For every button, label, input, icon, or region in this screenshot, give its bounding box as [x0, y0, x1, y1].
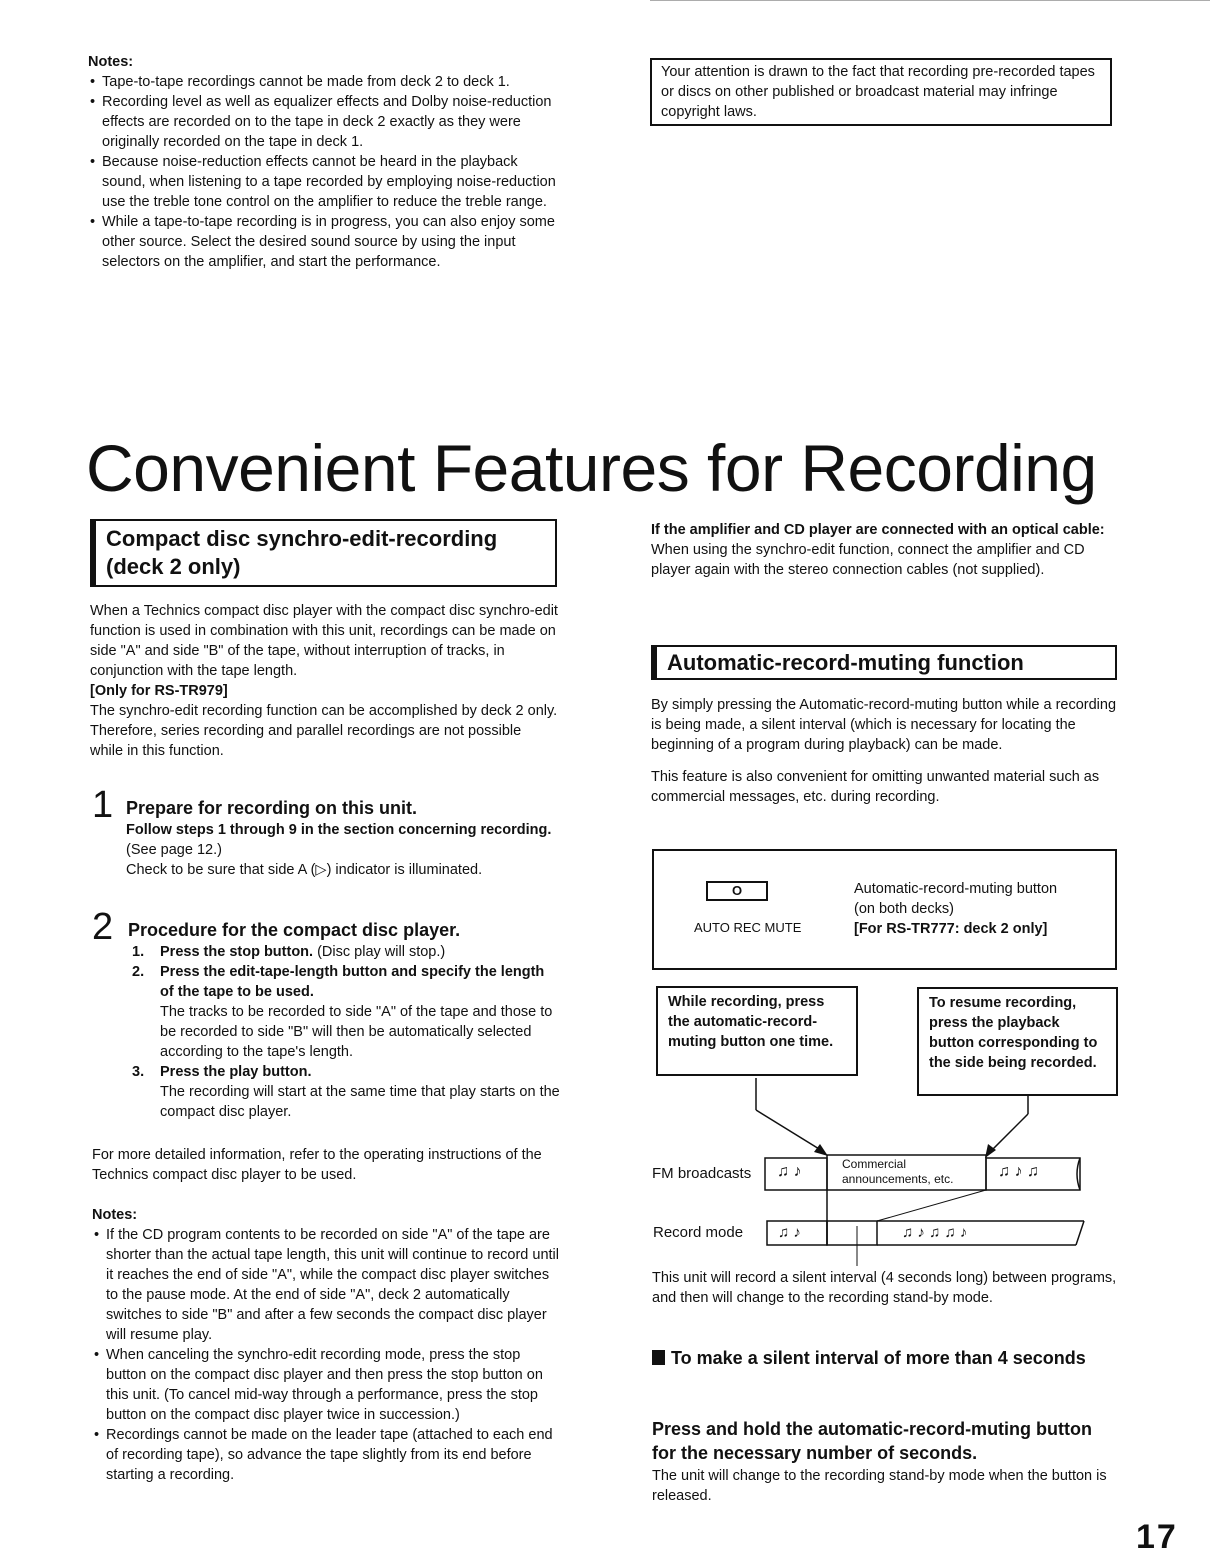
- muting-section-heading: Automatic-record-muting function: [651, 645, 1117, 680]
- step-1-number: 1: [92, 784, 114, 826]
- button-desc-3: [For RS-TR777: deck 2 only]: [854, 921, 1048, 937]
- cd-notes-heading: Notes:: [92, 1207, 138, 1223]
- step-2-title: Procedure for the compact disc player.: [128, 920, 461, 940]
- optical-cable-section: [651, 520, 1117, 580]
- commercial-label: Commercial announcements, etc.: [842, 1157, 954, 1186]
- list-item: • Recordings cannot be made on the leader tape (attached to each end of recording tape), so advance the tape slightly from its end before starting a recording.: [92, 1425, 560, 1485]
- substep-2-num: 2.: [132, 964, 145, 980]
- step-1-bold: Follow steps 1 through 9 in the section concerning recording.: [126, 822, 552, 838]
- record-mode-label: Record mode: [653, 1224, 744, 1241]
- muting-p2: This feature is also convenient for omitting unwanted material such as commercial messages, etc. during recording.: [651, 769, 1100, 805]
- step-2-substeps: [132, 942, 560, 1122]
- button-illustration-box: [652, 849, 1117, 970]
- step-1-title: Prepare for recording on this unit.: [126, 798, 418, 818]
- record-bar-diagonal: [877, 1190, 986, 1221]
- step-2: [128, 918, 560, 1122]
- arrow-left-head: [814, 1144, 828, 1156]
- substep-3: [132, 1062, 560, 1122]
- scan-artifact-line: [650, 0, 1210, 1]
- substep-1-num: 1.: [132, 944, 145, 960]
- arrow-left-diagonal: [756, 1110, 824, 1152]
- list-item: • Tape-to-tape recordings cannot be made from deck 2 to deck 1.: [88, 72, 558, 92]
- list-item: • Because noise-reduction effects cannot be heard in the playback sound, when listening to a tape recorded by employing noise-reduction use the treble tone control on the amplifier to reduce the treble range.: [88, 152, 558, 212]
- substep-1-text: (Disc play will stop.): [313, 944, 446, 960]
- cd-section-heading-line1: Compact disc synchro-edit-recording: [106, 526, 498, 551]
- step-2-number: 2: [92, 906, 114, 948]
- copyright-notice: Your attention is drawn to the fact that recording pre-recorded tapes or discs on other published or broadcast material may infringe copyright laws.: [650, 58, 1112, 126]
- button-description: [854, 879, 1114, 939]
- diagram-box-left: While recording, press the automatic-record-muting button one time.: [656, 986, 858, 1076]
- diagram-box-right: To resume recording, press the playback button corresponding to the side being recorded.: [917, 987, 1118, 1096]
- square-bullet-icon: [652, 1350, 665, 1365]
- substep-1-bold: Press the stop button.: [160, 944, 314, 960]
- list-item: • While a tape-to-tape recording is in progress, you can also enjoy some other source. Select the desired sound source by using the input selectors on the amplifier, and start the performance.: [88, 212, 558, 272]
- substep-3-bold: Press the play button.: [160, 1064, 312, 1080]
- notes-top: [88, 52, 558, 272]
- release-text: The unit will change to the recording stand-by mode when the button is released.: [652, 1468, 1107, 1504]
- press-hold-instruction: Press and hold the automatic-record-muting button for the necessary number of seconds.: [652, 1419, 1093, 1463]
- more-info: For more detailed information, refer to the operating instructions of the Technics compact disc player to be used.: [92, 1147, 542, 1183]
- notes-top-list: [88, 72, 558, 272]
- subheading-text: To make a silent interval of more than 4 seconds: [671, 1348, 1086, 1368]
- button-glyph: O: [731, 883, 743, 898]
- record-bar-tear: [1076, 1221, 1084, 1245]
- button-desc-1: Automatic-record-muting button: [854, 881, 1058, 897]
- substep-1: [132, 942, 560, 962]
- music-notes-fm-2: ♫ ♪ ♫: [998, 1163, 1039, 1180]
- page-title: Convenient Features for Recording: [86, 431, 1097, 505]
- button-desc-2: (on both decks): [854, 901, 954, 917]
- cd-intro: When a Technics compact disc player with the compact disc synchro-edit function is used in combination with this unit, recordings can be made on side "A" and side "B" of the tape, without interruption of tracks, in conjunction with the tape length.: [90, 603, 558, 679]
- music-notes-record-2: ♫ ♪ ♫ ♫ ♪: [902, 1224, 968, 1241]
- substep-2-text: The tracks to be recorded to side "A" of the tape and those to be recorded to side "B" will then be automatically selected according to the tape's length.: [160, 1004, 553, 1060]
- list-item: • When canceling the synchro-edit recording mode, press the stop button on the compact disc player and then press the stop button on this unit. (To cancel mid-way through a performance, press the stop button on the compact disc player twice in succession.): [92, 1345, 560, 1425]
- cd-notes-list: [92, 1225, 560, 1485]
- optical-heading: If the amplifier and CD player are connected with an optical cable:: [651, 522, 1105, 538]
- diagram-caption: This unit will record a silent interval (4 seconds long) between programs, and then will change to the recording stand-by mode.: [652, 1270, 1117, 1306]
- muting-p1: By simply pressing the Automatic-record-muting button while a recording is being made, a silent interval (which is necessary for locating the beginning of a program during playback) can be made.: [651, 697, 1117, 753]
- silent-interval-subheading: [652, 1346, 1118, 1370]
- page-number: 17: [1136, 1518, 1178, 1556]
- notes-top-heading: Notes:: [88, 54, 134, 70]
- music-notes-fm-1: ♫ ♪: [777, 1163, 802, 1180]
- step-1: [126, 796, 558, 880]
- list-item: • Recording level as well as equalizer effects and Dolby noise-reduction effects are recorded on to the tape in deck 2 exactly as they were originally recorded on the tape in deck 1.: [88, 92, 558, 152]
- record-bar-silent: [827, 1221, 877, 1245]
- substep-2-bold: Press the edit-tape-length button and specify the length of the tape to be used.: [160, 964, 545, 1000]
- cd-section-intro-block: [90, 601, 558, 761]
- substep-3-num: 3.: [132, 1064, 145, 1080]
- only-for-label: [Only for RS-TR979]: [90, 683, 228, 699]
- cd-section-heading-line2: (deck 2 only): [106, 554, 241, 579]
- auto-rec-mute-button-icon: [706, 881, 768, 901]
- auto-rec-mute-label: AUTO REC MUTE: [694, 920, 802, 935]
- cd-section-heading: [90, 519, 557, 587]
- substep-3-text: The recording will start at the same time that play starts on the compact disc player.: [160, 1084, 560, 1120]
- only-for-text: The synchro-edit recording function can be accomplished by deck 2 only. Therefore, series recording and parallel recordings are not possible while in this function.: [90, 703, 558, 759]
- arrow-right-diagonal: [988, 1114, 1028, 1154]
- cd-notes: [92, 1205, 560, 1485]
- step-1-check: Check to be sure that side A (▷) indicator is illuminated.: [126, 862, 483, 878]
- step-1-instruction: [126, 820, 558, 860]
- fm-broadcasts-label: FM broadcasts: [652, 1165, 752, 1182]
- step-1-see-page: (See page 12.): [126, 842, 222, 858]
- music-notes-record-1: ♫ ♪: [778, 1224, 801, 1241]
- substep-2: [132, 962, 560, 1062]
- optical-text: When using the synchro-edit function, connect the amplifier and CD player again with the stereo connection cables (not supplied).: [651, 542, 1085, 578]
- muting-intro: [651, 695, 1117, 807]
- list-item: • If the CD program contents to be recorded on side "A" of the tape are shorter than the actual tape length, this unit will continue to record until it reaches the end of side "A", while the compact disc player switches to the pause mode. At the end of side "A", deck 2 automatically switches to side "B" and after a few seconds the compact disc player will resume play.: [92, 1225, 560, 1345]
